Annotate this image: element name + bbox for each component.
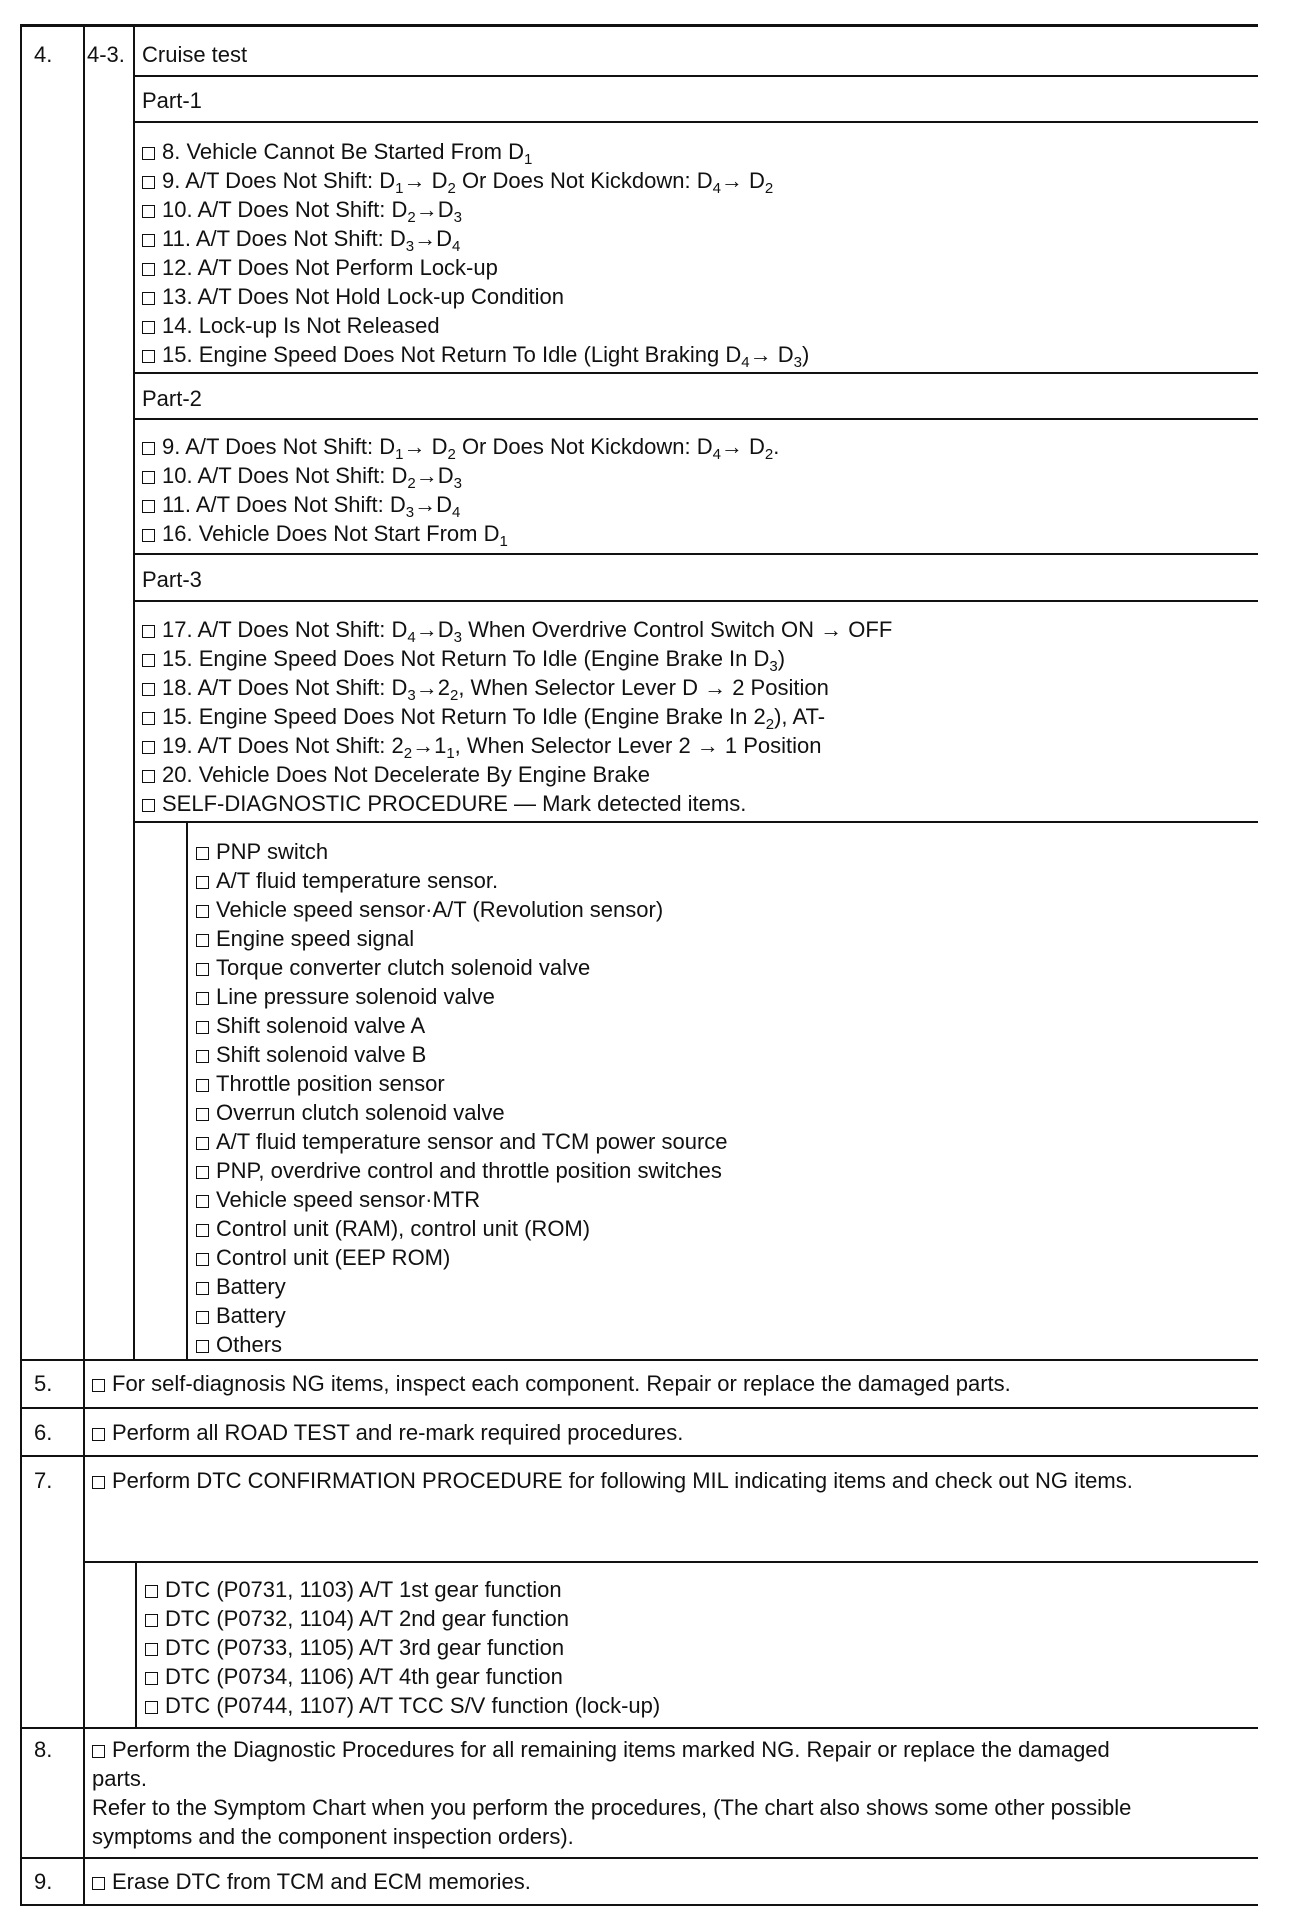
checkbox[interactable] — [196, 992, 209, 1005]
checkbox[interactable] — [145, 1585, 158, 1598]
checkbox[interactable] — [196, 963, 209, 976]
step8-line2: parts. — [92, 1766, 148, 1791]
checkbox[interactable] — [142, 799, 155, 812]
checklist-item-label: DTC (P0731, 1103) A/T 1st gear function — [165, 1577, 562, 1602]
checklist-item — [142, 673, 892, 702]
checklist-item-label: 15. Engine Speed Does Not Return To Idle (Engine Brake In $2_2$), AT- — [162, 704, 826, 733]
checklist-item-label: Control unit (EEP ROM) — [216, 1245, 451, 1270]
checklist-item-label: 8. Vehicle Cannot Be Started From $D_1$ — [162, 139, 533, 168]
checklist-item-label: Battery — [216, 1303, 286, 1328]
checklist-item-label: Engine speed signal — [216, 926, 415, 951]
checkbox[interactable] — [196, 876, 209, 889]
checklist-item — [142, 195, 809, 224]
checkbox[interactable] — [142, 741, 155, 754]
checklist-item-label: 14. Lock-up Is Not Released — [162, 313, 440, 338]
divider-line — [133, 372, 1258, 374]
step8-line1: Perform the Diagnostic Procedures for all remaining items marked NG. Repair or replace the damaged — [112, 1737, 1110, 1762]
divider-line — [133, 75, 1258, 77]
checklist-item-label: Control unit (RAM), control unit (ROM) — [216, 1216, 591, 1241]
checklist-item — [142, 166, 809, 195]
checkbox[interactable] — [196, 1195, 209, 1208]
checklist-item — [142, 282, 809, 311]
checklist-item-label: 11. A/T Does Not Shift: $D_3\to D_4$ — [162, 226, 461, 255]
checklist-item-label: Torque converter clutch solenoid valve — [216, 955, 591, 980]
checklist-item — [196, 1156, 728, 1185]
checklist-item — [196, 924, 728, 953]
step6-text: Perform all ROAD TEST and re-mark required procedures. — [92, 1418, 683, 1447]
checklist-item — [142, 311, 809, 340]
part2-label: Part-2 — [142, 386, 202, 411]
checklist-item — [142, 615, 892, 644]
checklist-item-label: Overrun clutch solenoid valve — [216, 1100, 505, 1125]
part1-list — [142, 137, 809, 369]
checklist-item-label: DTC (P0733, 1105) A/T 3rd gear function — [165, 1635, 565, 1660]
checklist-item-label: Battery — [216, 1274, 286, 1299]
checklist-item-label: 20. Vehicle Does Not Decelerate By Engine Brake — [162, 762, 650, 787]
checkbox[interactable] — [142, 529, 155, 542]
checklist-item — [196, 1330, 728, 1359]
self-diag-indent-line — [186, 821, 188, 1360]
checklist-item — [196, 895, 728, 924]
checklist-item-label: 10. A/T Does Not Shift: $D_2\to D_3$ — [162, 463, 462, 492]
checkbox[interactable] — [196, 1021, 209, 1034]
checklist-item — [196, 1301, 728, 1330]
checkbox[interactable] — [196, 1282, 209, 1295]
checklist-item — [142, 644, 892, 673]
checklist-item — [196, 1214, 728, 1243]
checklist-item — [142, 253, 809, 282]
checklist-item-label: A/T fluid temperature sensor and TCM power source — [216, 1129, 728, 1154]
step8-line3: Refer to the Symptom Chart when you perform the procedures, (The chart also shows some other possible — [92, 1795, 1132, 1820]
checklist-item-label: 17. A/T Does Not Shift: $D_4\to D_3$ When Overdrive Control Switch ON → OFF — [162, 617, 893, 646]
checkbox[interactable] — [196, 1108, 209, 1121]
checkbox[interactable] — [92, 1877, 105, 1890]
checkbox[interactable] — [142, 442, 155, 455]
checkbox[interactable] — [196, 934, 209, 947]
row-separator — [20, 1857, 1258, 1859]
checklist-item — [196, 1011, 728, 1040]
checkbox[interactable] — [145, 1701, 158, 1714]
step5-text: For self-diagnosis NG items, inspect each component. Repair or replace the damaged parts. — [92, 1369, 1011, 1398]
checklist-item-label: Others — [216, 1332, 283, 1357]
checklist-item — [142, 702, 892, 731]
cruise-test-title: Cruise test — [142, 42, 248, 67]
checklist-item — [196, 1098, 728, 1127]
checklist-item-label: 12. A/T Does Not Perform Lock-up — [162, 255, 498, 280]
checklist-item — [196, 837, 728, 866]
checkbox[interactable] — [142, 712, 155, 725]
checkbox[interactable] — [142, 770, 155, 783]
checklist-item-label: PNP, overdrive control and throttle position switches — [216, 1158, 722, 1183]
checkbox[interactable] — [142, 263, 155, 276]
step-number: 5. — [34, 1371, 53, 1396]
checklist-item — [196, 1069, 728, 1098]
checklist-item-label: 15. Engine Speed Does Not Return To Idle (Light Braking $D_4\to D_3$) — [162, 342, 810, 371]
checklist-item — [196, 1272, 728, 1301]
table-bottom-border — [20, 1904, 1258, 1906]
checkbox[interactable] — [142, 683, 155, 696]
sub-step-number: 4-3. — [87, 42, 125, 67]
checkbox[interactable] — [142, 234, 155, 247]
step8-text — [92, 1735, 1252, 1851]
checklist-item-label: 9. A/T Does Not Shift: $D_1\to D_2$ Or Does Not Kickdown: $D_4\to D_2$ — [162, 168, 774, 197]
step8-line4: symptoms and the component inspection orders). — [92, 1824, 574, 1849]
divider-line — [133, 553, 1258, 555]
checkbox[interactable] — [196, 905, 209, 918]
checklist-item — [142, 137, 809, 166]
checklist-item — [145, 1691, 660, 1720]
divider-line — [133, 121, 1258, 123]
table-left-border — [20, 24, 22, 1906]
checklist-item-label: 9. A/T Does Not Shift: $D_1\to D_2$ Or Does Not Kickdown: $D_4\to D_2$. — [162, 434, 780, 463]
row-separator — [20, 1727, 1258, 1729]
number-column-divider — [83, 24, 85, 1906]
checklist-item-label: Vehicle speed sensor·MTR — [216, 1187, 481, 1212]
self-diag-list — [196, 837, 728, 1359]
checklist-item-label: DTC (P0734, 1106) A/T 4th gear function — [165, 1664, 563, 1689]
checklist-item — [196, 982, 728, 1011]
checklist-item — [145, 1604, 660, 1633]
checkbox[interactable] — [196, 1166, 209, 1179]
checklist-item-label: A/T fluid temperature sensor. — [216, 868, 499, 893]
checklist-item — [142, 340, 809, 369]
checklist-item-label: 16. Vehicle Does Not Start From $D_1$ — [162, 521, 508, 550]
checklist-item-label: SELF-DIAGNOSTIC PROCEDURE — Mark detected items. — [162, 791, 747, 816]
divider-line — [133, 600, 1258, 602]
row-separator — [20, 1407, 1258, 1409]
checkbox[interactable] — [142, 205, 155, 218]
checkbox[interactable] — [92, 1476, 105, 1489]
checklist-item-label: 10. A/T Does Not Shift: $D_2\to D_3$ — [162, 197, 462, 226]
checklist-item — [196, 866, 728, 895]
checklist-item-label: 11. A/T Does Not Shift: $D_3\to D_4$ — [162, 492, 461, 521]
checkbox[interactable] — [145, 1614, 158, 1627]
checkbox[interactable] — [196, 1311, 209, 1324]
divider-line — [83, 1561, 1258, 1563]
checkbox[interactable] — [196, 1224, 209, 1237]
checklist-item — [142, 731, 892, 760]
sub-column-divider — [133, 24, 135, 1360]
checklist-item-label: Shift solenoid valve B — [216, 1042, 427, 1067]
step-number: 4. — [34, 42, 53, 67]
part3-label: Part-3 — [142, 567, 202, 592]
checkbox[interactable] — [196, 1137, 209, 1150]
part2-list — [142, 432, 779, 548]
step-number: 8. — [34, 1737, 53, 1762]
checklist-item — [142, 760, 892, 789]
checklist-item-label: DTC (P0744, 1107) A/T TCC S/V function (lock-up) — [165, 1693, 661, 1718]
checkbox[interactable] — [196, 1253, 209, 1266]
checkbox[interactable] — [142, 147, 155, 160]
checkbox[interactable] — [142, 321, 155, 334]
step-number: 7. — [34, 1468, 53, 1493]
checklist-item-label: 19. A/T Does Not Shift: $2_2\to 1_1$, When Selector Lever 2 → 1 Position — [162, 733, 822, 762]
checklist-item — [145, 1662, 660, 1691]
checklist-item-label: 15. Engine Speed Does Not Return To Idle (Engine Brake In $D_3$) — [162, 646, 786, 675]
checklist-item — [142, 461, 779, 490]
step-number: 9. — [34, 1869, 53, 1894]
row-separator — [20, 1455, 1258, 1457]
checklist-item-label: Vehicle speed sensor·A/T (Revolution sensor) — [216, 897, 664, 922]
step-number: 6. — [34, 1420, 53, 1445]
part1-label: Part-1 — [142, 88, 202, 113]
checkbox[interactable] — [196, 1340, 209, 1353]
checkbox[interactable] — [92, 1379, 105, 1392]
checklist-item — [145, 1575, 660, 1604]
step9-text: Erase DTC from TCM and ECM memories. — [92, 1867, 531, 1896]
checkbox[interactable] — [142, 350, 155, 363]
checkbox[interactable] — [142, 471, 155, 484]
checklist-item-label: Shift solenoid valve A — [216, 1013, 426, 1038]
checklist-item — [196, 1185, 728, 1214]
checklist-item — [142, 224, 809, 253]
checklist-item — [142, 789, 892, 818]
checkbox[interactable] — [145, 1672, 158, 1685]
checklist-item — [196, 1127, 728, 1156]
checklist-item-label: 13. A/T Does Not Hold Lock-up Condition — [162, 284, 564, 309]
checklist-item-label: PNP switch — [216, 839, 329, 864]
part3-list — [142, 615, 892, 818]
checklist-item — [142, 432, 779, 461]
checkbox[interactable] — [142, 500, 155, 513]
checkbox[interactable] — [92, 1745, 105, 1758]
table-top-border — [20, 24, 1258, 27]
checkbox[interactable] — [142, 176, 155, 189]
checkbox[interactable] — [142, 292, 155, 305]
dtc-indent-line — [135, 1561, 137, 1728]
checkbox[interactable] — [145, 1643, 158, 1656]
checkbox[interactable] — [196, 1079, 209, 1092]
checkbox[interactable] — [196, 1050, 209, 1063]
checklist-item — [196, 953, 728, 982]
checklist-item — [145, 1633, 660, 1662]
checkbox[interactable] — [196, 847, 209, 860]
checkbox[interactable] — [142, 654, 155, 667]
checkbox[interactable] — [142, 625, 155, 638]
checklist-item-label: Line pressure solenoid valve — [216, 984, 495, 1009]
checklist-item — [196, 1243, 728, 1272]
checklist-item-label: DTC (P0732, 1104) A/T 2nd gear function — [165, 1606, 569, 1631]
divider-line — [133, 418, 1258, 420]
checklist-item — [196, 1040, 728, 1069]
checklist-item-label: Throttle position sensor — [216, 1071, 445, 1096]
divider-line — [133, 821, 1258, 823]
checklist-item — [142, 519, 779, 548]
step7-text: Perform DTC CONFIRMATION PROCEDURE for following MIL indicating items and check out NG items. — [92, 1466, 1133, 1495]
dtc-list — [145, 1575, 660, 1720]
checklist-item-label: 18. A/T Does Not Shift: $D_3\to 2_2$, When Selector Lever D → 2 Position — [162, 675, 829, 704]
checklist-item — [142, 490, 779, 519]
checkbox[interactable] — [92, 1428, 105, 1441]
row-separator — [20, 1359, 1258, 1361]
